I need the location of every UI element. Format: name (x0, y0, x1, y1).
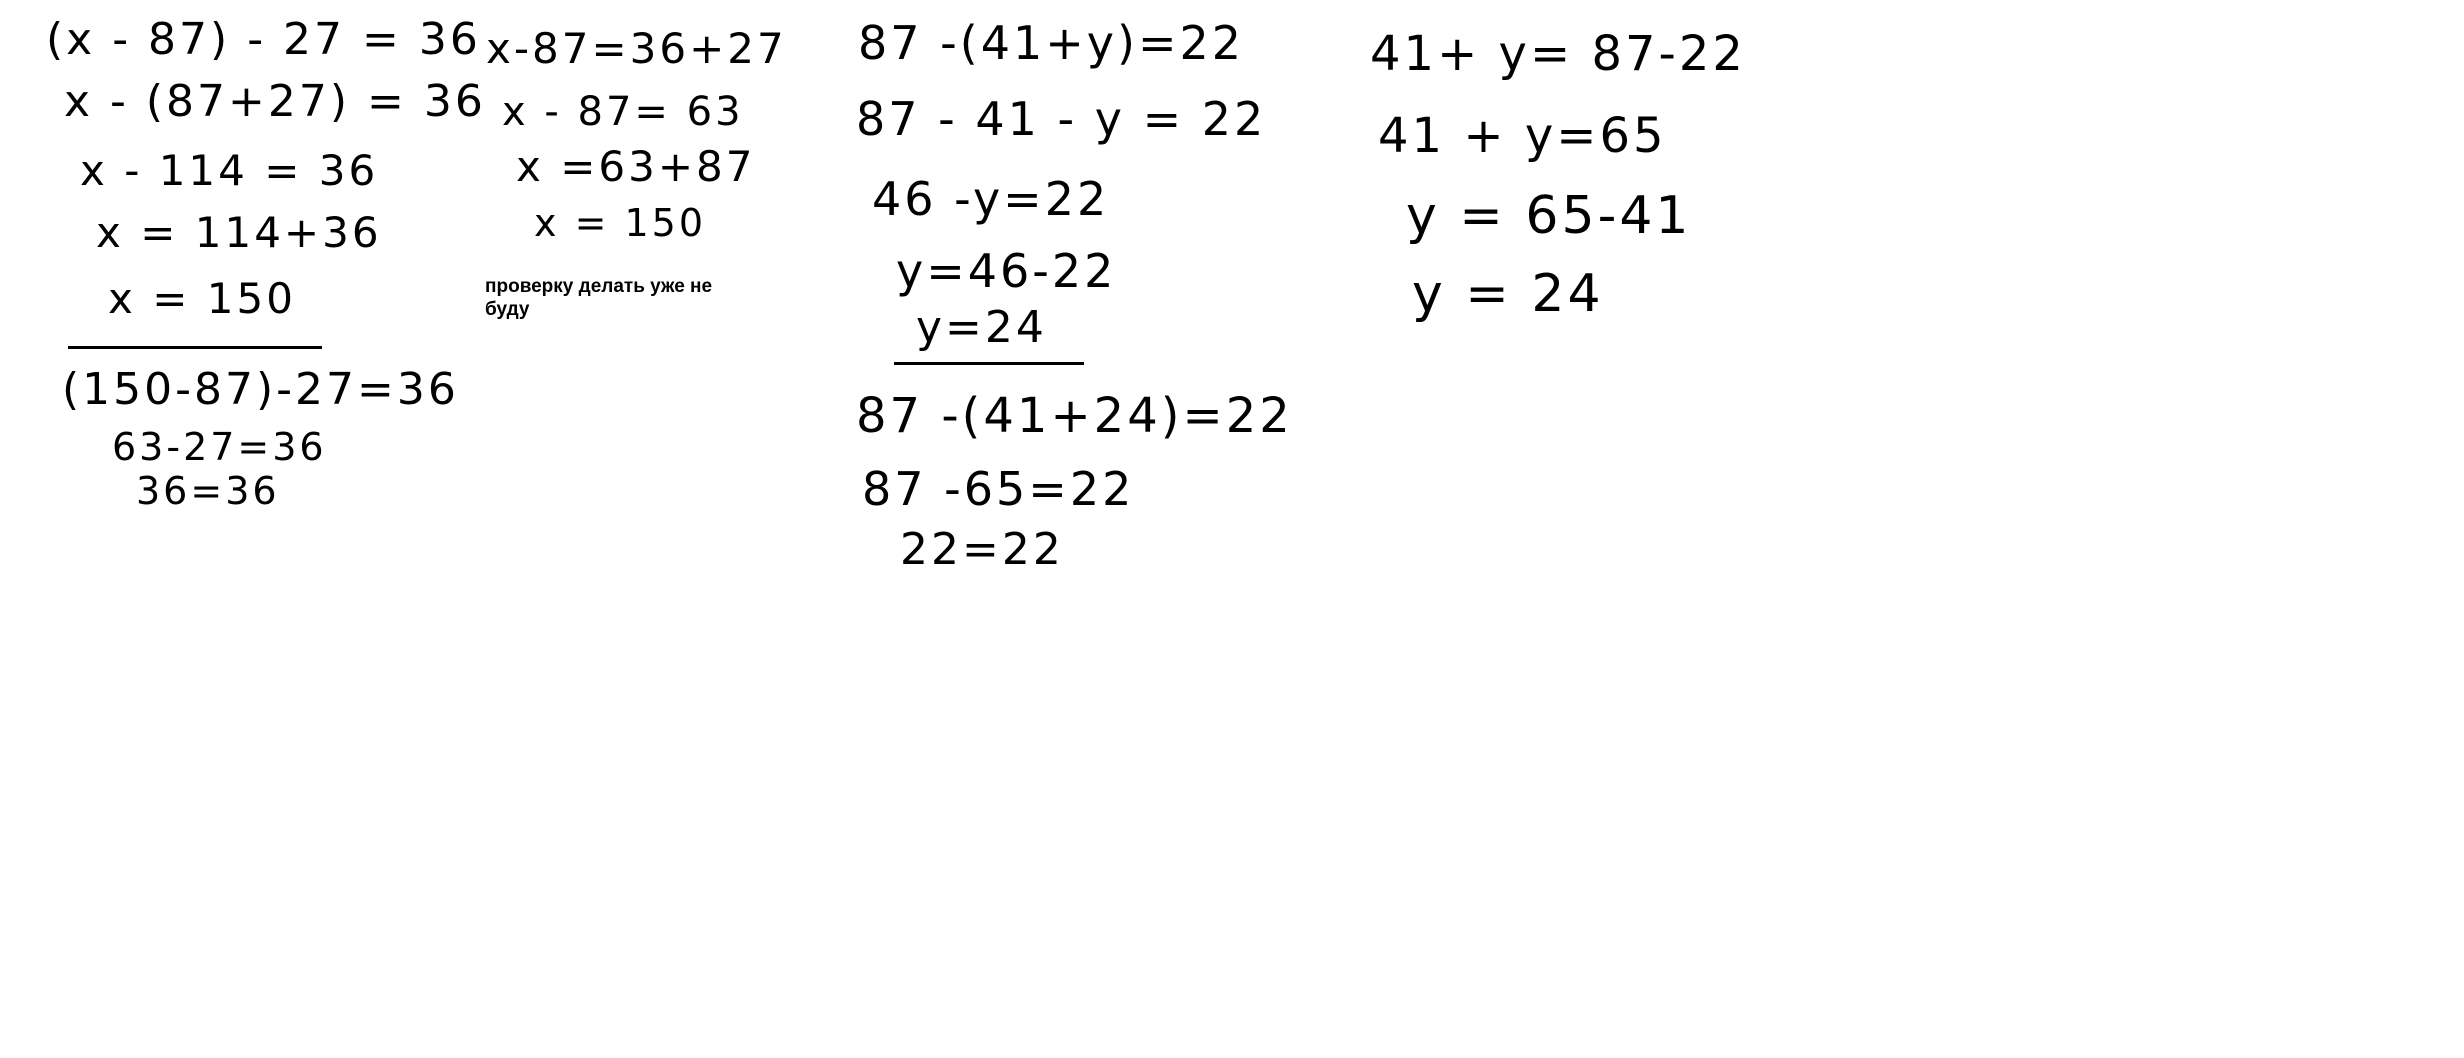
check-line: 87 -65=22 (862, 462, 1135, 516)
equation-line: x - 114 = 36 (80, 146, 379, 195)
equation-line: 87 - 41 - y = 22 (856, 92, 1267, 146)
equation-line: y = 65-41 (1406, 186, 1692, 246)
equation-line: 46 -y=22 (872, 172, 1110, 226)
check-divider-line (68, 346, 322, 349)
equation-line: 41+ y= 87-22 (1370, 26, 1746, 82)
equation-line: y=24 (916, 302, 1047, 353)
equation-line: x = 150 (108, 274, 296, 323)
equation-line: y=46-22 (896, 244, 1117, 298)
equation-line: (x - 87) - 27 = 36 (46, 14, 481, 65)
check-line: (150-87)-27=36 (62, 364, 459, 415)
equation-line: 41 + y=65 (1378, 108, 1667, 164)
equation-line: y = 24 (1412, 264, 1604, 324)
check-line: 36=36 (136, 469, 280, 513)
check-line: 63-27=36 (112, 425, 327, 469)
equation-line: x - 87= 63 (502, 89, 744, 135)
note-text: проверку делать уже не буду (485, 276, 713, 320)
equation-line: 87 -(41+y)=22 (858, 16, 1245, 70)
equation-line: x = 114+36 (96, 208, 382, 257)
equation-line: x-87=36+27 (486, 24, 787, 73)
equation-line: x = 150 (534, 201, 707, 245)
check-line: 87 -(41+24)=22 (856, 388, 1293, 444)
check-divider-line (894, 362, 1084, 365)
equation-line: x - (87+27) = 36 (64, 76, 486, 127)
equation-line: x =63+87 (516, 142, 756, 191)
check-line: 22=22 (900, 524, 1064, 575)
